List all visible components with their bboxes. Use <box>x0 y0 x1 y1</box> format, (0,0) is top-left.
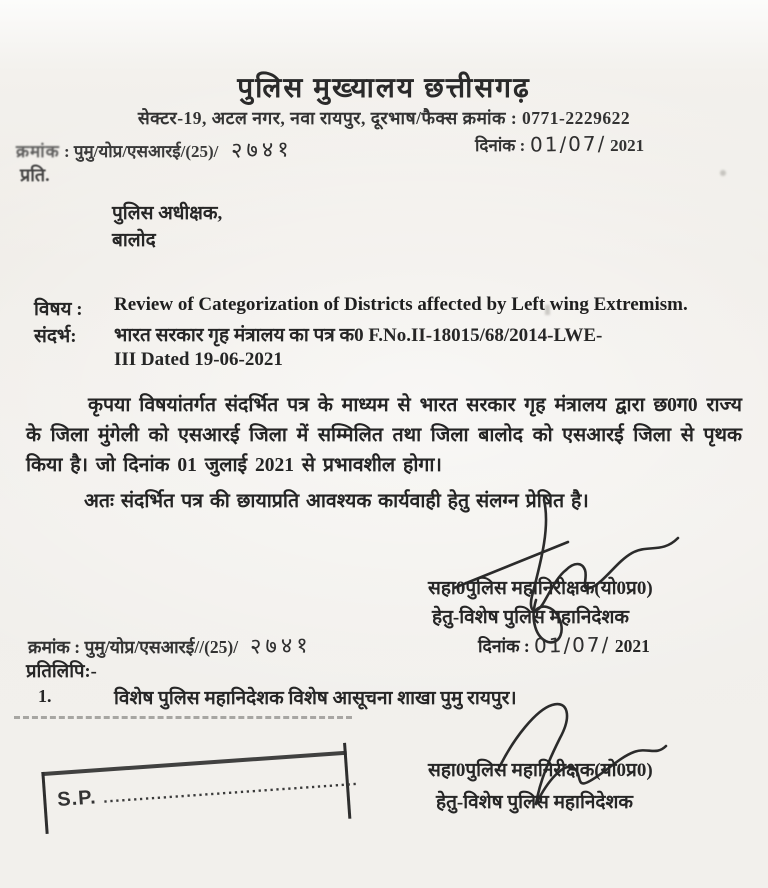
copy-item-number: 1. <box>38 686 52 706</box>
addressee-line1: पुलिस अधीक्षक, <box>112 203 223 224</box>
signatory1-designation2: हेतु-विशेष पुलिस महानिदेशक <box>432 607 630 628</box>
reference-label: संदर्भ: <box>34 326 77 347</box>
sp-label: S.P. <box>56 786 98 812</box>
letterhead-title: पुलिस मुख्यालय छत्तीसगढ़ <box>237 73 531 104</box>
sp-stamp-box <box>41 751 359 848</box>
date1-label: दिनांक : <box>475 136 526 155</box>
reference-text-line2: III Dated 19-06-2021 <box>114 349 283 370</box>
subject-text: Review of Categorization of Districts affected by Left wing Extremism. <box>114 294 688 315</box>
salutation: प्रति. <box>20 165 50 185</box>
signatory2-designation1: सहा0पुलिस महानिरीक्षक(यो0प्र0) <box>428 760 653 781</box>
letterhead-address: सेक्टर-19, अटल नगर, नवा रायपुर, दूरभाष/फैक्स क्रमांक : 0771-2229622 <box>137 108 631 128</box>
sp-box-left-edge <box>41 772 48 834</box>
sp-dotted-line: ........................................... <box>102 772 359 807</box>
scan-noise-spot <box>545 305 550 315</box>
body-paragraph-2: अतः संदर्भित पत्र की छायाप्रति आवश्यक कार्यवाही हेतु संलग्न प्रेषित है। <box>84 491 589 512</box>
ref1-label: : पुमु/योप्र/एसआरई/(25)/ <box>63 142 219 161</box>
ref2-label: क्रमांक : पुमु/योप्र/एसआरई//(25)/ <box>28 637 239 657</box>
reference-number-line-2 <box>28 630 312 660</box>
addressee-line2: बालोद <box>112 230 156 251</box>
date1-year: 2021 <box>610 136 645 155</box>
reference-text-line1: भारत सरकार गृह मंत्रालय का पत्र क0 F.No.II-18015/68/2014-LWE- <box>114 325 603 346</box>
reference-number-line-1 <box>16 134 292 164</box>
signatory1-designation1: सहा0पुलिस महानिरीक्षक(यो0प्र0) <box>428 578 653 599</box>
date2-label: दिनांक : <box>478 636 530 656</box>
date1-handwritten: 01/07/ <box>529 131 607 157</box>
ref1-word: क्रमांक <box>16 142 60 161</box>
signatory2-designation2: हेतु-विशेष पुलिस महानिदेशक <box>436 792 634 813</box>
date-line-1 <box>475 132 644 156</box>
copy-to-label: प्रतिलिपि:- <box>26 662 97 682</box>
copy-item-text: विशेष पुलिस महानिदेशक विशेष आसूचना शाखा पुमु रायपुर। <box>114 688 517 709</box>
date-line-2 <box>478 633 650 658</box>
sp-stamp-text <box>57 768 359 812</box>
ref1-handwritten-number: २७४१ <box>230 137 293 164</box>
ref2-handwritten-number: २७४१ <box>250 633 313 660</box>
date2-handwritten: 01/07/ <box>533 632 611 658</box>
dashed-separator <box>14 716 352 719</box>
body-paragraph-1: कृपया विषयांतर्गत संदर्भित पत्र के माध्यम से भारत सरकार गृह मंत्रालय द्वारा छ0ग0 राज्य के जिला मुंगेली को एसआरई जिला में सम्मिलित तथा जिला बालोद को एसआरई जिला से पृथक किया है। जो दिनांक 01 जुलाई 2021 से प्रभावशील होगा। <box>26 395 742 476</box>
subject-label: विषय : <box>34 299 83 320</box>
scan-noise-spot <box>720 170 726 176</box>
date2-year: 2021 <box>614 636 650 656</box>
